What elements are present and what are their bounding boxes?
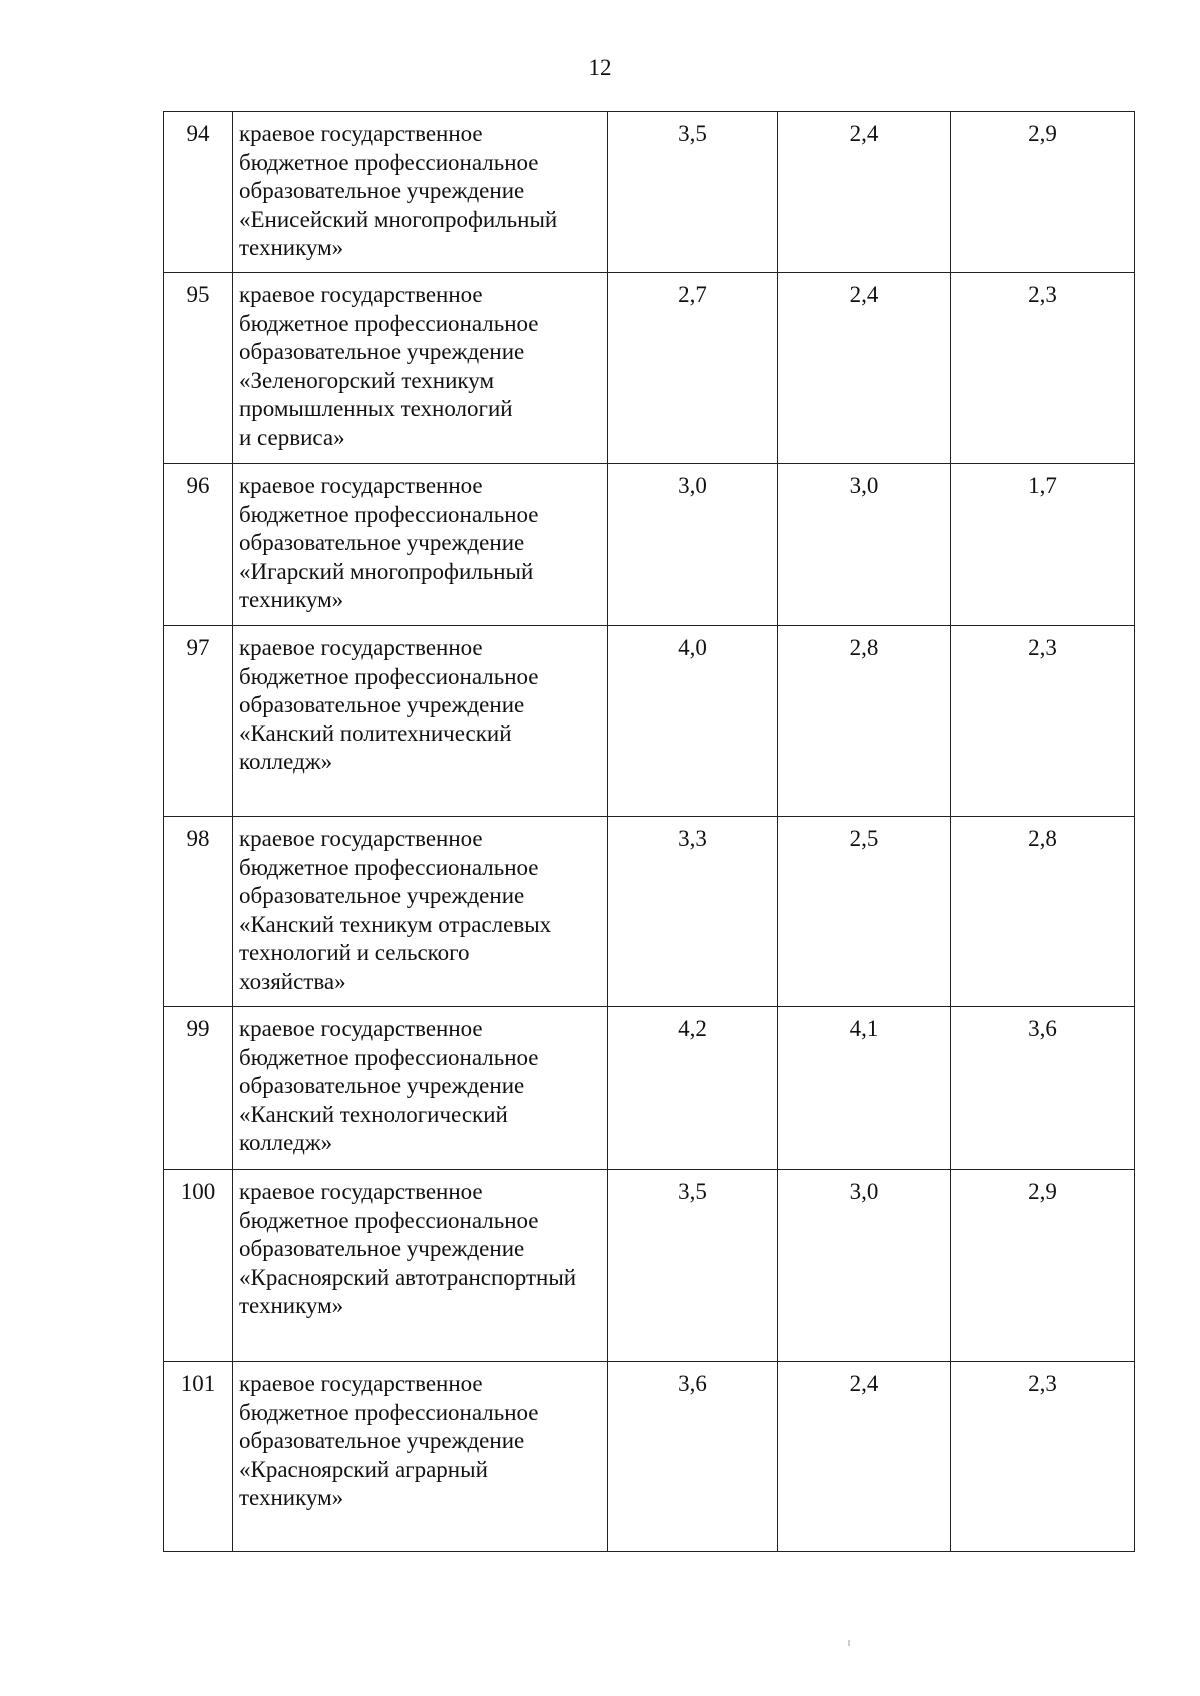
row-number: 95 <box>164 273 233 464</box>
value-3: 2,9 <box>951 1170 1135 1362</box>
value-2: 2,4 <box>778 273 951 464</box>
value-1: 3,6 <box>608 1362 778 1552</box>
value-3: 3,6 <box>951 1007 1135 1170</box>
value-2: 2,4 <box>778 1362 951 1552</box>
institution-name-line: образовательное учреждение <box>239 1428 525 1453</box>
institution-name <box>233 1170 608 1362</box>
value-2: 3,0 <box>778 464 951 626</box>
institution-name-line: краевое государственное <box>239 1016 483 1041</box>
scan-artifact <box>848 1640 850 1646</box>
institution-name-line: промышленных технологий <box>239 396 513 421</box>
table-row <box>164 273 1135 464</box>
institution-name-line: краевое государственное <box>239 121 483 146</box>
institution-name-line: бюджетное профессиональное <box>239 1044 539 1070</box>
table-row <box>164 464 1135 626</box>
institution-name <box>233 1362 608 1552</box>
institution-name-line: «Игарский многопрофильный <box>239 558 534 584</box>
institution-name-line: технологий и сельского <box>239 940 470 965</box>
value-2: 3,0 <box>778 1170 951 1362</box>
institution-name-line: краевое государственное <box>239 826 483 851</box>
institution-name-line: «Енисейский многопрофильный <box>239 206 558 232</box>
institution-name <box>233 1007 608 1170</box>
institution-name-line: «Канский технологический <box>239 1101 508 1127</box>
institution-name-line: бюджетное профессиональное <box>239 310 539 336</box>
institution-name <box>233 112 608 273</box>
row-number: 94 <box>164 112 233 273</box>
institution-name-line: бюджетное профессиональное <box>239 501 539 527</box>
table-row <box>164 1170 1135 1362</box>
institution-name <box>233 626 608 817</box>
institutions-table <box>163 111 1135 1552</box>
value-1: 3,3 <box>608 817 778 1007</box>
value-2: 2,4 <box>778 112 951 273</box>
value-1: 4,2 <box>608 1007 778 1170</box>
institution-name-line: техникум» <box>239 1485 344 1510</box>
value-3: 2,3 <box>951 1362 1135 1552</box>
institution-name <box>233 817 608 1007</box>
institution-name-line: образовательное учреждение <box>239 1073 525 1098</box>
institution-name-line: «Канский политехнический <box>239 720 512 746</box>
institution-name-line: образовательное учреждение <box>239 339 525 364</box>
institution-name-line: бюджетное профессиональное <box>239 663 539 689</box>
institution-name-line: и сервиса» <box>239 424 345 450</box>
institution-name-line: техникум» <box>239 587 344 612</box>
institution-name-line: хозяйства» <box>239 968 346 994</box>
institution-name-line: образовательное учреждение <box>239 530 525 555</box>
institution-name-line: бюджетное профессиональное <box>239 1207 539 1233</box>
institution-name-line: «Красноярский аграрный <box>239 1456 488 1482</box>
table-row <box>164 1362 1135 1552</box>
row-number: 100 <box>164 1170 233 1362</box>
institution-name-line: «Красноярский автотранспортный <box>239 1264 577 1290</box>
table-row <box>164 1007 1135 1170</box>
institution-name-line: краевое государственное <box>239 282 483 307</box>
table-body <box>164 112 1135 1552</box>
row-number: 97 <box>164 626 233 817</box>
institution-name-line: образовательное учреждение <box>239 692 525 717</box>
value-3: 2,9 <box>951 112 1135 273</box>
value-2: 4,1 <box>778 1007 951 1170</box>
institution-name-line: бюджетное профессиональное <box>239 854 539 880</box>
value-3: 2,8 <box>951 817 1135 1007</box>
value-2: 2,8 <box>778 626 951 817</box>
institution-name-line: образовательное учреждение <box>239 178 525 203</box>
row-number: 96 <box>164 464 233 626</box>
institution-name-line: краевое государственное <box>239 473 483 498</box>
value-1: 3,5 <box>608 112 778 273</box>
row-number: 101 <box>164 1362 233 1552</box>
institution-name <box>233 464 608 626</box>
institution-name-line: бюджетное профессиональное <box>239 1399 539 1425</box>
value-3: 2,3 <box>951 273 1135 464</box>
institution-name-line: колледж» <box>239 1130 333 1155</box>
institution-name-line: образовательное учреждение <box>239 883 525 908</box>
institution-name-line: колледж» <box>239 749 333 774</box>
institution-name-line: образовательное учреждение <box>239 1236 525 1261</box>
table-row <box>164 112 1135 273</box>
value-1: 4,0 <box>608 626 778 817</box>
row-number: 98 <box>164 817 233 1007</box>
institution-name-line: техникум» <box>239 235 344 260</box>
value-1: 2,7 <box>608 273 778 464</box>
value-2: 2,5 <box>778 817 951 1007</box>
institution-name-line: бюджетное профессиональное <box>239 149 539 175</box>
row-number: 99 <box>164 1007 233 1170</box>
value-1: 3,5 <box>608 1170 778 1362</box>
value-3: 2,3 <box>951 626 1135 817</box>
value-3: 1,7 <box>951 464 1135 626</box>
institution-name-line: «Канский техникум отраслевых <box>239 911 552 937</box>
institution-name-line: краевое государственное <box>239 635 483 660</box>
table-row <box>164 817 1135 1007</box>
institution-name-line: краевое государственное <box>239 1371 483 1396</box>
institution-name-line: краевое государственное <box>239 1179 483 1204</box>
institution-name <box>233 273 608 464</box>
institution-name-line: «Зеленогорский техникум <box>239 367 495 393</box>
page-number: 12 <box>588 55 612 80</box>
value-1: 3,0 <box>608 464 778 626</box>
institution-name-line: техникум» <box>239 1293 344 1318</box>
table-row <box>164 626 1135 817</box>
